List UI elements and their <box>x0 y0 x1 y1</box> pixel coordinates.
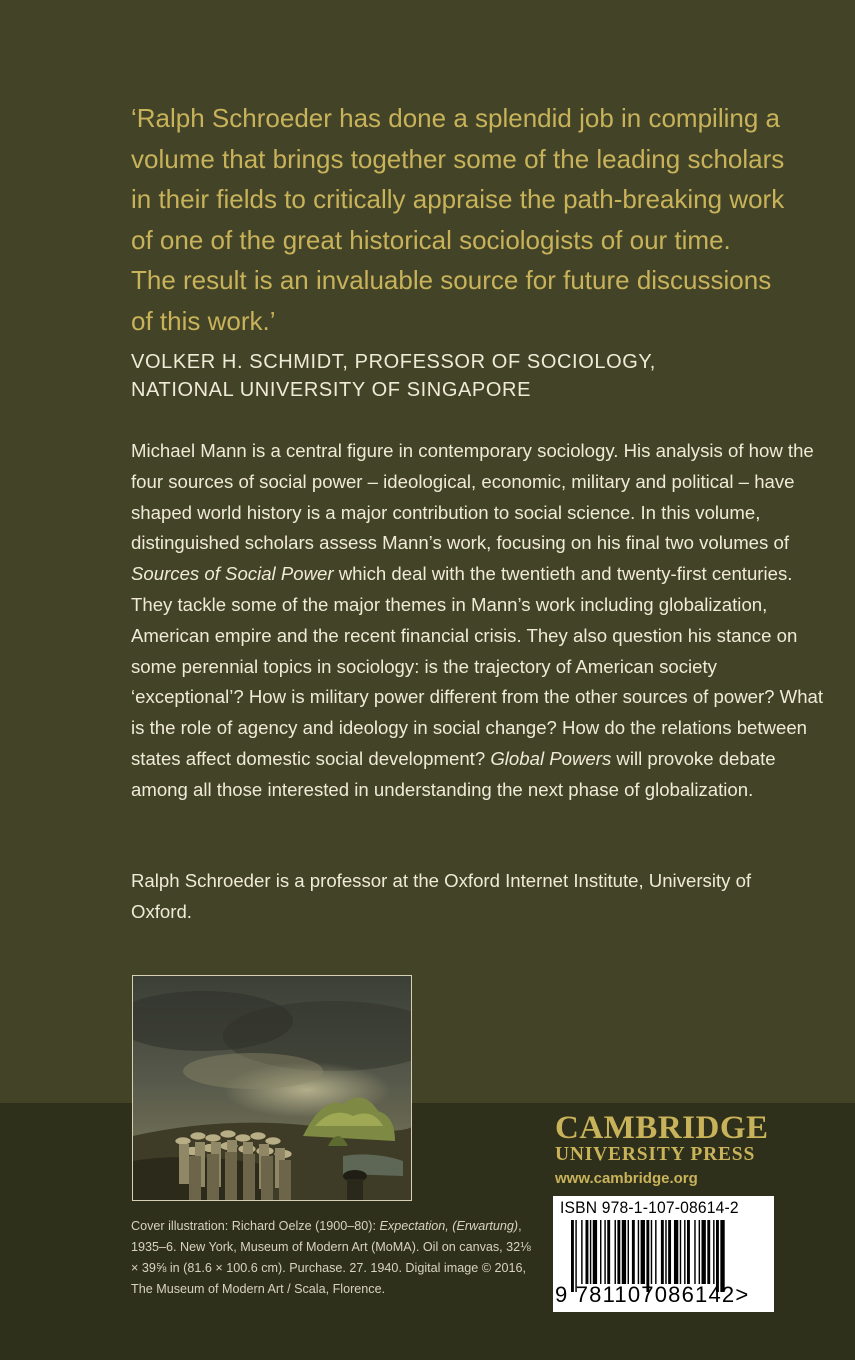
quote-line: in their fields to critically appraise the path-breaking work <box>131 184 785 214</box>
barcode-digit-group: 086142 <box>654 1282 736 1307</box>
painting-illustration <box>133 976 412 1201</box>
description-title-sources: Sources of Social Power <box>131 563 334 585</box>
barcode-bar <box>615 1220 616 1284</box>
barcode-bar <box>638 1220 639 1284</box>
barcode-bar <box>600 1220 601 1284</box>
barcode-bar <box>617 1220 620 1284</box>
description-title-global-powers: Global Powers <box>490 747 612 769</box>
cover-illustration-credit <box>131 1216 541 1300</box>
barcode-bar <box>641 1220 645 1284</box>
barcode-bar <box>581 1220 582 1284</box>
barcode-bar <box>707 1220 710 1284</box>
attribution-line: VOLKER H. SCHMIDT, PROFESSOR OF SOCIOLOGY, <box>131 351 656 373</box>
barcode-bar <box>593 1220 597 1284</box>
credit-text: , 1935–6. New York, Museum of Modern Art (MoMA). Oil on canvas, 32⅛ × 39⅝ in (81.6 × 100.6 cm). Purchase. 27. 1940. Digital image © 2016, The Museum of Modern Art / Scala, Florence. <box>131 1219 531 1296</box>
barcode-digits <box>555 1282 749 1308</box>
quote-attribution <box>131 348 821 404</box>
barcode-bar <box>607 1220 610 1284</box>
isbn-label: ISBN 978-1-107-08614-2 <box>560 1198 739 1217</box>
barcode-digit-group: 781107 <box>575 1282 655 1307</box>
barcode-bar <box>632 1220 635 1284</box>
barcode-bar <box>687 1220 690 1284</box>
barcode-bar <box>651 1220 652 1284</box>
publisher-subtitle: UNIVERSITY PRESS <box>555 1144 756 1165</box>
barcode-bar <box>713 1220 714 1284</box>
barcode-bar <box>665 1220 666 1284</box>
barcode-bar <box>674 1220 678 1284</box>
barcode-digit-first: 9 <box>555 1282 569 1307</box>
book-description <box>131 436 831 806</box>
barcode-bar <box>655 1220 656 1284</box>
barcode-bar <box>628 1220 629 1284</box>
barcode-end-mark: > <box>735 1282 750 1307</box>
endorsement-quote <box>131 98 821 341</box>
description-text: will provoke debate among all those interested in understanding the next phase of globalization. <box>131 747 776 800</box>
isbn-barcode <box>553 1196 774 1312</box>
quote-line: The result is an invaluable source for future discussions <box>131 265 772 295</box>
cover-painting <box>132 975 412 1201</box>
barcode-bar <box>684 1220 685 1284</box>
barcode-bar <box>680 1220 681 1284</box>
publisher-logo <box>555 1110 785 1190</box>
barcode-bar <box>622 1220 626 1284</box>
barcode-bar <box>668 1220 671 1284</box>
barcode-bar <box>590 1220 591 1284</box>
quote-line: volume that brings together some of the leading scholars <box>131 143 785 174</box>
barcode-bar <box>586 1220 589 1284</box>
publisher-name: CAMBRIDGE <box>555 1110 769 1146</box>
barcode-bar <box>661 1220 664 1284</box>
credit-text: Cover illustration: Richard Oelze (1900–80): <box>131 1219 380 1233</box>
editor-bio: Ralph Schroeder is a professor at the Oxford Internet Institute, University of Oxford. <box>131 870 752 922</box>
barcode-bar <box>604 1220 605 1284</box>
barcode-bar <box>699 1220 700 1284</box>
credit-artwork-title: Expectation, (Erwartung) <box>379 1219 519 1233</box>
description-text: which deal with the twentieth and twenty-first centuries. They tackle some of the major themes in Mann’s work including globalization, American empire and the recent financial crisis. They also question his stance on some perennial topics in sociology: is the trajectory of American society ‘exceptional’? How is military power different from the other sources of power? What is the role of agency and ideology in social change? How do the relations between states affect domestic social development? <box>131 563 824 769</box>
barcode-bar <box>702 1220 706 1284</box>
quote-line: of one of the great historical sociologists of our time. <box>131 224 731 255</box>
attribution-line: NATIONAL UNIVERSITY OF SINGAPORE <box>131 379 532 401</box>
publisher-url: www.cambridge.org <box>555 1170 698 1187</box>
description-text: Michael Mann is a central figure in contemporary sociology. His analysis of how the four sources of social power – ideological, economic, military and political – have shaped world history is a major contribution to social science. In this volume, distinguished scholars assess Mann’s work, focusing on his final two volumes of <box>131 440 814 554</box>
barcode-bar <box>694 1220 695 1284</box>
quote-line: ‘Ralph Schroeder has done a splendid job in compiling a <box>131 103 780 133</box>
quote-line: of this work.’ <box>131 305 276 336</box>
